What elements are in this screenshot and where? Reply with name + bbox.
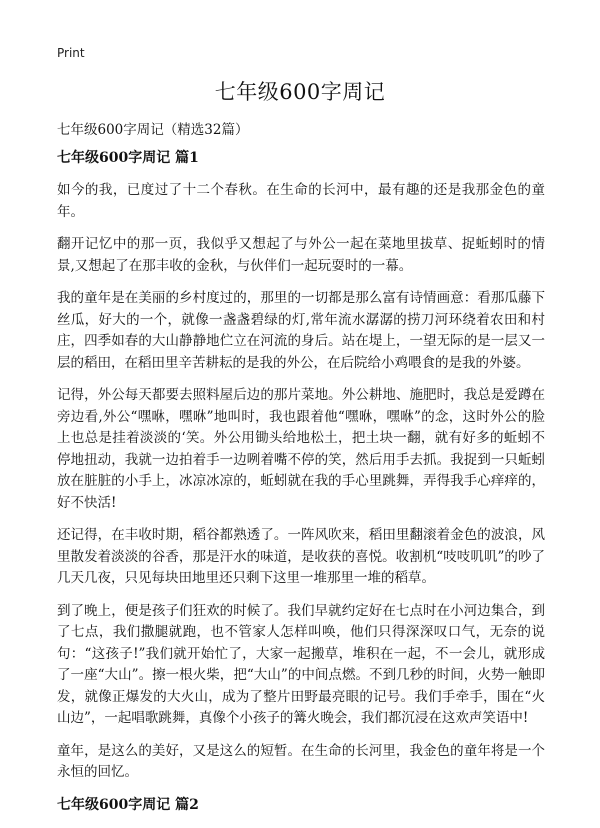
- paragraph: 我的童年是在美丽的乡村度过的，那里的一切都是那么富有诗情画意：看那瓜藤下丝瓜，好大的一个，就像一盏盏碧绿的灯,常年流水潺潺的捞刀河环绕着农田和村庄，四季如春的大山静静地伫立在河流的身后。站在堤上，一望无际的是一层又一层的稻田，在稻田里辛苦耕耘的是我的外公，在后院给小鸡喂食的是我的外婆。: [57, 290, 545, 371]
- paragraph: 到了晚上，便是孩子们狂欢的时候了。我们早就约定好在七点时在小河边集合，到了七点，我们撒腿就跑，也不管家人怎样叫唤，他们只得深深叹口气，无奈的说句：“这孩子!”我们就开始忙了，大家一起搬草，堆积在一起，不一会儿，就形成了一座“大山”。擦一根火柴，把“大山”的中间点燃。不到几秒的时间，火势一触即发，就像正爆发的大火山，成为了整片田野最亮眼的记号。我们手牵手，围在“火山边”，一起唱歌跳舞，真像个小孩子的篝火晚会，我们都沉浸在这欢声笑语中!: [57, 602, 545, 726]
- paragraph: 记得，外公每天都要去照料屋后边的那片菜地。外公耕地、施肥时，我总是爱蹲在旁边看,外公“嘿咻，嘿咻”地叫时，我也跟着他“嘿咻，嘿咻”的念，这时外公的脸上也总是挂着淡淡的‘笑。外公用锄头给地松土，把土块一翻，就有好多的蚯蚓不停地扭动，我就一边拍着手一边咧着嘴不停的笑，然后用手去抓。我捉到一只蚯蚓放在脏脏的小手上，冰凉冰凉的，蚯蚓就在我的手心里跳舞，弄得我手心痒痒的，好不快活!: [57, 387, 545, 511]
- print-link[interactable]: Print: [57, 46, 85, 60]
- document-subtitle: 七年级600字周记（精选32篇）: [57, 122, 249, 138]
- paragraph: 翻开记忆中的那一页，我似乎又想起了与外公一起在菜地里拔草、捉蚯蚓时的情景,又想起了在那丰收的金秋，与伙伴们一起玩耍时的一幕。: [57, 236, 545, 274]
- section-heading-2: 七年级600字周记 篇2: [57, 796, 199, 813]
- paragraph: 还记得，在丰收时期，稻谷都熟透了。一阵风吹来，稻田里翻滚着金色的波浪，风里散发着淡淡的谷香，那是汗水的味道，是收获的喜悦。收割机“吱吱叽叽”的吵了几天几夜，只见每块田地里还只剩下这里一堆那里一堆的稻草。: [57, 527, 545, 586]
- paragraph: 如今的我，已度过了十二个春秋。在生命的长河中，最有趣的还是我那金色的童年。: [57, 182, 545, 220]
- section-heading-1: 七年级600字周记 篇1: [57, 150, 199, 166]
- article-body: [57, 148, 545, 827]
- page-title: 七年级600字周记: [214, 80, 386, 104]
- paragraph: 童年，是这么的美好，又是这么的短暂。在生命的长河里，我金色的童年将是一个永恒的回忆。: [57, 742, 545, 780]
